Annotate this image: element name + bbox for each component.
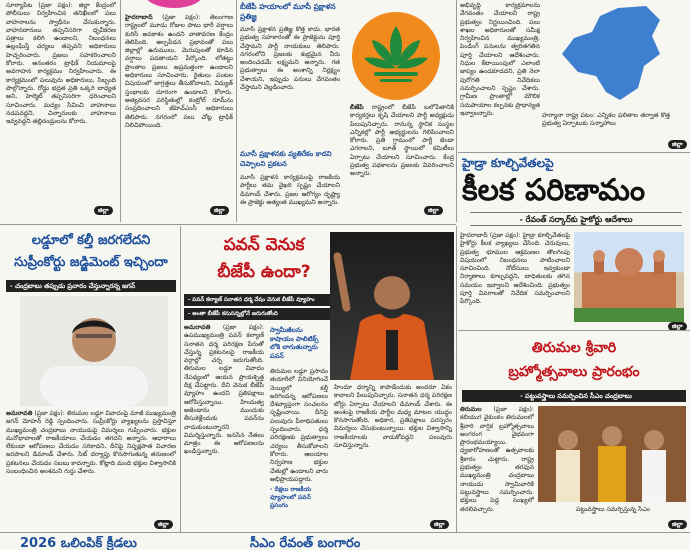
column-divider [456,226,457,532]
hydra-headline: కీలక పరిణామం [462,173,646,208]
supreme-body: (ప్రజా పక్షం): తిరుమల లడ్డూ వివాదంపై మాజీ ముఖ్యమంత్రి జగన్ మోహన్ రెడ్డి స్పందించారు. సుప్రీంకోర్టు వ్యాఖ్యలను ప్రస్తావిస్తూ ముఖ్యమంత్రి చంద్రబాబు నాయుడుపై విమర్శలు గుప్పించారు. భక్తుల మనోభావాలతో రాజకీయాలు చేయడం తగదని అన్నారు. ఆధారాలు లేకుండా ఆరోపణలు చేయడం సరికాదని, దీనిపై నిష్పక్షపాత విచారణ జరపాలని డిమాండ్ చేశారు. సిట్ దర్యాప్తు కొనసాగుతున్న తరుణంలో ప్రకటనలు చేయడం సబబు కాదన్నారు. కోట్లాది మంది భక్తుల విశ్వాసానికి సంబంధించిన అంశమని గుర్తు చేశారు. [6,410,176,476]
person-icon [20,296,168,406]
pawan-body: (ప్రజా పక్షం): ఉపముఖ్యమంత్రి పవన్ కల్యాణ్ సనాతన ధర్మ పరిరక్షణ పేరుతో చేస్తున్న ప్రకటనలపై రాజకీయ వర్గాల్లో చర్చ జరుగుతోంది. తిరుమల లడ్డూ వివాదం నేపథ్యంలో ఆయన ప్రాయశ్చిత్త దీక్ష చేపట్టారు. దీని వెనుక బీజేపీ వ్యూహం ఉందని ప్రతిపక్షాలు ఆరోపిస్తున్నాయి. హిందుత్వ అజెండాను ముందుకు తీసుకెళ్లేందుకు పవన్‌ను వాడుకుంటున్నారని విమర్శిస్తున్నారు. జనసేన నేతలు మాత్రం ఈ ఆరోపణలను ఖండిస్తున్నారు. [184,324,264,456]
supreme-headline-line1: లడ్డూలో కల్తీ జరగలేదని [31,233,151,248]
right-top-body: అభివృద్ధి కార్యక్రమాలను వేగవంతం చేయాలని రాష్ట్ర ప్రభుత్వం నిర్ణయించింది. పలు శాఖల అధికారులతో సమీక్ష నిర్వహించిన ముఖ్యమంత్రి, పెండింగ్ పనులను త్వరితగతిన పూర్తి చేయాలని ఆదేశించారు. నిధుల కేటాయింపులో ఎలాంటి జాప్యం ఉండకూడదని, ప్రతి నెలా పురోగతి నివేదికలు సమర్పించాలని స్పష్టం చేశారు. గ్రామీణ ప్రాంతాల్లో మౌలిక సదుపాయాల కల్పనకు ప్రాధాన్యత ఇవ్వాలన్నారు. [460,2,540,117]
bjp-logo [344,8,448,104]
pawan-side-body: తిరుమల లడ్డూ ప్రసాదం తయారీలో వినియోగించే నెయ్యిలో కల్తీ జరిగిందన్న ఆరోపణలు దేశవ్యాప్తంగా సంచలనం సృష్టించాయి. దీనిపై పలువురు పీఠాధిపతులు స్పందించారు. ధర్మ పరిరక్షణకు ప్రభుత్వాలు చర్యలు తీసుకోవాలని కోరారు. ఆలయాల నిర్వహణ భక్తుల చేతుల్లో ఉండాలని వారు అభిప్రాయపడ్డారు. [270,368,328,483]
pawan-side-caption: - దీక్షలు రాజకీయ వ్యూహంలో పవన్ ప్రసంగం [270,486,312,509]
speaker-icon [330,232,454,380]
pawan-pull-quote: స్వామీజీలను కాషాయం పాలిటిక్స్ లోకి లాగుతున్నారు పవన్ [270,326,319,360]
read-more-badge[interactable]: జిల్లా [424,206,443,215]
pawan-strap-2: - అంతా బీజేపీ కనుసన్నల్లోనే జరుగుతోంది [184,308,344,320]
bjp-headline: బీజేపీ హయాంలో మూసీ ప్రక్షాళన ప్రతిజ్ఞ [240,2,336,21]
high-court-photo [574,232,684,322]
bjp-logo-caption [350,104,454,212]
hydra-strap: - రేవంత్ సర్కార్‌కు హైకోర్టు ఆదేశాలు [470,212,682,226]
tirumala-photo-caption: పట్టువస్త్రాలు సమర్పిస్తున్న సీఎం [575,506,651,513]
column-divider [180,226,181,532]
bottom-left-headline: 2026 ఒలింపిక్ క్రీడలు [20,536,137,550]
tirumala-headline-line1: తిరుమల శ్రీవారి [531,340,617,356]
pawan-photo [330,232,454,380]
pawan-dateline: అమరావతి [184,324,211,331]
column-divider [456,0,457,222]
hydra-kicker: హైడ్రా కూల్చివేతలపై [462,156,554,170]
pawan-headline-line2: బీజేపీ ఉందా? [217,262,311,282]
map-icon [548,2,668,110]
col1-article-body: సూర్యాపేట (ప్రజా పక్షం): జిల్లా కేంద్రంలో పోలీసులు నిర్వహించిన తనిఖీలలో పలు వాహనాలను స్వాధీనం చేసుకున్నారు. వాహనదారులు తప్పనిసరిగా ధృవీకరణ పత్రాలు కలిగి ఉండాలని, నిబంధనలు ఉల్లంఘిస్తే చర్యలు తప్పవని అధికారులు హెచ్చరించారు. ప్రజలు సహకరించాలని కోరారు. అనంతరం ట్రాఫిక్ నియమాలపై అవగాహన కార్యక్రమం నిర్వహించారు. ఈ కార్యక్రమంలో పలువురు అధికారులు, సిబ్బంది పాల్గొన్నారు. రోడ్డు భద్రత ప్రతి ఒక్కరి బాధ్యత అని, హెల్మెట్ తప్పనిసరిగా ధరించాలని సూచించారు. మద్యం సేవించి వాహనాలు నడపవద్దని, చిన్నారులకు వాహనాలు ఇవ్వవద్దని తల్లిదండ్రులను కోరారు. [6,2,116,126]
column-divider [236,0,237,222]
temple-ceremony-icon [538,406,686,502]
bjp-caption-body: రాష్ట్రంలో బీజేపీ బలోపేతానికి కార్యకర్తలు కృషి చేయాలని పార్టీ అధ్యక్షుడు పిలుపునిచ్చారు. రానున్న స్థానిక సంస్థల ఎన్నికల్లో పార్టీ అభ్యర్థులను గెలిపించాలని కోరారు. ప్రతి గ్రామంలో పార్టీ జెండా ఎగరాలని, బూత్ స్థాయిలో కమిటీలు ఏర్పాటు చేయాలని సూచించారు. కేంద్ర ప్రభుత్వ పథకాలను ప్రజలకు వివరించాలని అన్నారు. [350,104,454,178]
bjp-sub-body: మూసీ ప్రక్షాళన కార్యక్రమంపై రాజకీయ పార్టీలు తమ వైఖరి స్పష్టం చేయాలని డిమాండ్ చేశారు. ప్రజల ఆరోగ్యం దృష్ట్యా ఈ ప్రాజెక్టు అత్యంత ముఖ్యమని అన్నారు. [240,174,340,206]
section-divider [458,152,690,153]
tirumala-headline-line2: బ్రహ్మోత్సవాలు ప్రారంభం [508,364,640,380]
map-caption: హర్యానా రాష్ట్ర పటం: ఎన్నికల ఫలితాల తర్వాత కొత్త ప్రభుత్వ ఏర్పాటుకు సన్నాహాలు [542,112,670,128]
bjp-article-body: మూసీ ప్రక్షాళన ప్రతిజ్ఞ కొత్త కాదు. భారత ప్రభుత్వ సహకారంతో ఈ ప్రాజెక్టును పూర్తి చేస్తామని పార్టీ నాయకులు తెలిపారు. నగరంలోని ప్రజలకు శుభ్రమైన నీరు అందించడమే లక్ష్యమని అన్నారు. గత ప్రభుత్వాలు ఈ అంశాన్ని నిర్లక్ష్యం చేశాయని, ఇప్పుడు పనులు వేగవంతం చేస్తామని వెల్లడించారు. [240,26,340,92]
tirumala-headline [462,336,686,386]
state-map [548,2,668,110]
bjp-sub-headline: మూసీ ప్రక్షాళనకు వ్యతిరేకం కాదని చెప్పాలని ప్రకటన [240,150,332,168]
read-more-badge[interactable]: జిల్లా [668,520,687,529]
pawan-right-body: హిందూ ధర్మాన్ని కాపాడేందుకు అందరూ ఏకం కావాలని పిలుపునిచ్చారు. సనాతన ధర్మ పరిరక్షణ బోర్డు ఏర్పాటు చేయాలని డిమాండ్ చేశారు. ఈ అంశంపై రాజకీయ పార్టీల మధ్య మాటల యుద్ధం కొనసాగుతోంది. అధికార, ప్రతిపక్షాలు పరస్పరం విమర్శలు చేసుకుంటున్నాయి. భక్తుల విశ్వాసాన్ని రాజకీయాలకు వాడుకోవద్దని పలువురు సూచిస్తున్నారు. [334,384,452,450]
bottom-mid-headline: సీఎం రేవంత్ బంగారం [250,536,361,550]
hydra-body: హైదరాబాద్ (ప్రజా పక్షం): హైడ్రా కూల్చివేతలపై హైకోర్టు కీలక వ్యాఖ్యలు చేసింది. చెరువులు, ప్రభుత్వ భూముల ఆక్రమణల తొలగింపు విషయంలో నిబంధనలు పాటించాలని సూచించింది. నోటీసులు ఇవ్వకుండా నిర్మాణాలు కూల్చవద్దని, బాధితులకు తగిన సమయం ఇవ్వాలని ఆదేశించింది. ప్రభుత్వం పూర్తి వివరాలతో నివేదిక సమర్పించాలని పేర్కొంది. [460,232,570,306]
pawan-headline-line1: పవన్ వెనుక [223,235,305,255]
tirumala-body: (ప్రజా పక్షం): కలియుగ వైకుంఠం తిరుమలలో శ్రీవారి వార్షిక బ్రహ్మోత్సవాలు అంగరంగ వైభవంగా ప్రారంభమయ్యాయి. ధ్వజారోహణంతో ఉత్సవాలకు శ్రీకారం చుట్టారు. రాష్ట్ర ప్రభుత్వం తరఫున ముఖ్యమంత్రి చంద్రబాబు నాయుడు స్వామివారికి పట్టువస్త్రాలు సమర్పించారు. భక్తులు పెద్ద సంఖ్యలో తరలివచ్చారు. [460,406,534,513]
bjp-logo-label: బీజేపీ [350,104,364,111]
section-divider [458,330,690,331]
tirumala-dateline: తిరుమల [460,406,482,413]
tirumala-article-body [460,406,534,524]
pink-graphic [124,0,224,12]
tirumala-strap: - పట్టువస్త్రాలు సమర్పించిన సీఎం చంద్రబాబు [462,390,686,402]
section-divider [0,532,690,533]
column-divider [120,0,121,222]
pawan-strap-1: - పవన్ కల్యాణ్ సనాతన ధర్మ వేషం వెనుక బీజేపీ వ్యూహం [184,294,344,306]
read-more-badge[interactable]: జిల్లా [430,520,449,529]
lotus-icon [344,8,448,104]
col2-dateline: హైదరాబాద్ [125,14,153,21]
supreme-headline [6,230,176,276]
pawan-headline [184,232,344,290]
read-more-badge[interactable]: జిల్లా [154,520,173,529]
tirumala-photo [538,406,686,502]
high-court-building-icon [574,232,684,322]
section-divider [0,224,456,225]
pawan-article-body [184,324,264,524]
col2-article-body [125,14,233,210]
read-more-badge[interactable]: జిల్లా [668,322,687,331]
jagan-photo [20,296,168,406]
col2-body: (ప్రజా పక్షం): తెలంగాణ రాష్ట్రంలో మూడు రోజుల పాటు భారీ వర్షాలు కురిసే అవకాశం ఉందని వాతావరణ కేంద్రం తెలిపింది. అల్పపీడన ప్రభావంతో పలు జిల్లాల్లో ఉరుములు, మెరుపులతో కూడిన వర్షాలు పడతాయని పేర్కొంది. లోతట్టు ప్రాంతాల ప్రజలు అప్రమత్తంగా ఉండాలని అధికారులు సూచించారు. రైతులు పంటల విషయంలో జాగ్రత్తలు తీసుకోవాలని, విద్యుత్ స్తంభాలకు దూరంగా ఉండాలని కోరారు. అత్యవసర పరిస్థితుల్లో కంట్రోల్ రూమ్‌ను సంప్రదించాలని జీహెచ్ఎంసీ అధికారులు తెలిపారు. నగరంలో పలు చోట్ల ట్రాఫిక్ నిలిచిపోయింది. [125,14,233,129]
supreme-headline-line2: సుప్రీంకోర్టు జడ్జిమెంట్ ఇచ్చిందా [14,255,168,270]
read-more-badge[interactable]: జిల్లా [94,206,113,215]
supreme-article-body [6,410,176,522]
supreme-dateline: అమరావతి [6,410,33,417]
read-more-badge[interactable]: జిల్లా [210,206,229,215]
supreme-strap: - చంద్రబాబు తప్పుడు ప్రచారం చేస్తున్నారన్న జగన్ [6,280,176,292]
read-more-badge[interactable]: జిల్లా [668,140,687,149]
